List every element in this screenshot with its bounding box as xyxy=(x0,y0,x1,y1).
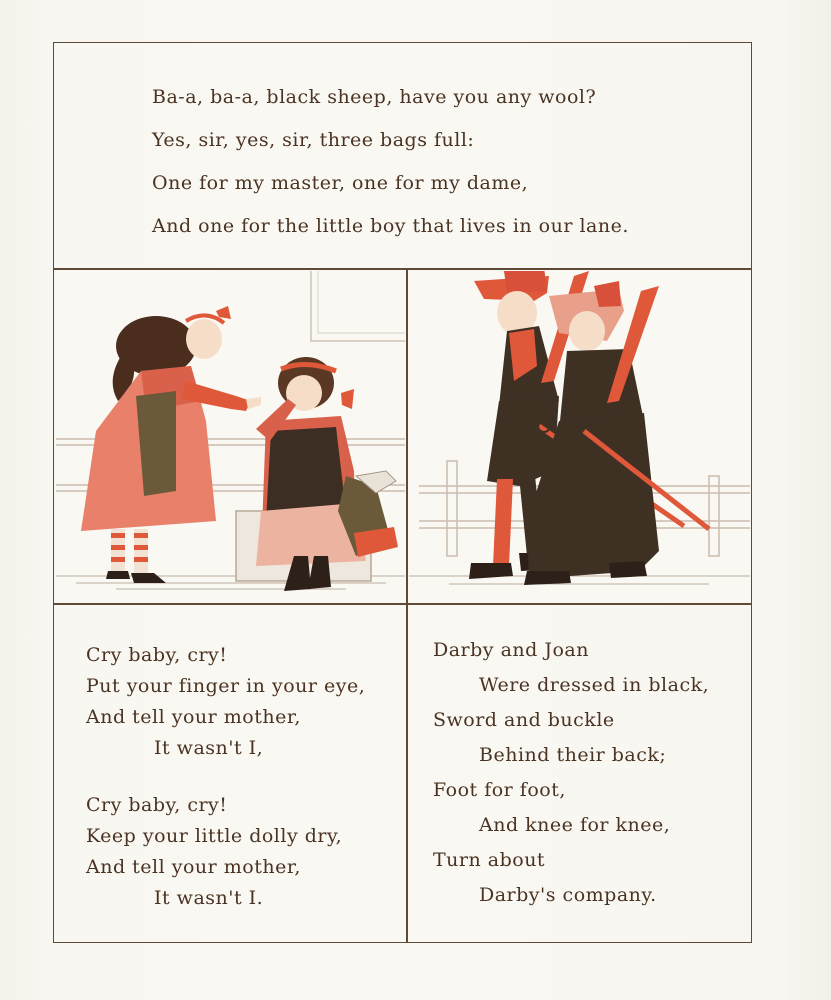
divider-middle xyxy=(53,603,752,605)
verse-line: Cry baby, cry! xyxy=(86,644,228,666)
verse-line: Darby's company. xyxy=(479,884,657,906)
verse-line: Darby and Joan xyxy=(433,639,589,661)
verse-cry-baby-cry xyxy=(86,644,386,924)
verse-line: Were dressed in black, xyxy=(479,674,710,696)
verse-line: Keep your little dolly dry, xyxy=(86,825,343,847)
verse-line: Ba-a, ba-a, black sheep, have you any wool? xyxy=(152,86,597,108)
verse-line: And tell your mother, xyxy=(86,856,301,878)
darby-and-joan-illustration xyxy=(409,271,750,602)
verse-line: Foot for foot, xyxy=(433,779,566,801)
verse-darby-and-joan xyxy=(433,639,733,919)
verse-line: One for my master, one for my dame, xyxy=(152,172,529,194)
verse-line: Behind their back; xyxy=(479,744,667,766)
verse-baa-baa-black-sheep xyxy=(152,86,712,246)
divider-top xyxy=(53,268,752,270)
crying-girl-scolded-illustration xyxy=(56,271,405,602)
divider-vertical xyxy=(406,268,408,943)
verse-line: Yes, sir, yes, sir, three bags full: xyxy=(152,129,475,151)
verse-line: It wasn't I, xyxy=(154,737,264,759)
verse-line: And one for the little boy that lives in our lane. xyxy=(152,215,629,237)
verse-line: Sword and buckle xyxy=(433,709,615,731)
verse-line: It wasn't I. xyxy=(154,887,264,909)
verse-line: Put your finger in your eye, xyxy=(86,675,366,697)
verse-line: And tell your mother, xyxy=(86,706,301,728)
verse-line: Cry baby, cry! xyxy=(86,794,228,816)
verse-line: And knee for knee, xyxy=(479,814,671,836)
verse-line: Turn about xyxy=(433,849,546,871)
